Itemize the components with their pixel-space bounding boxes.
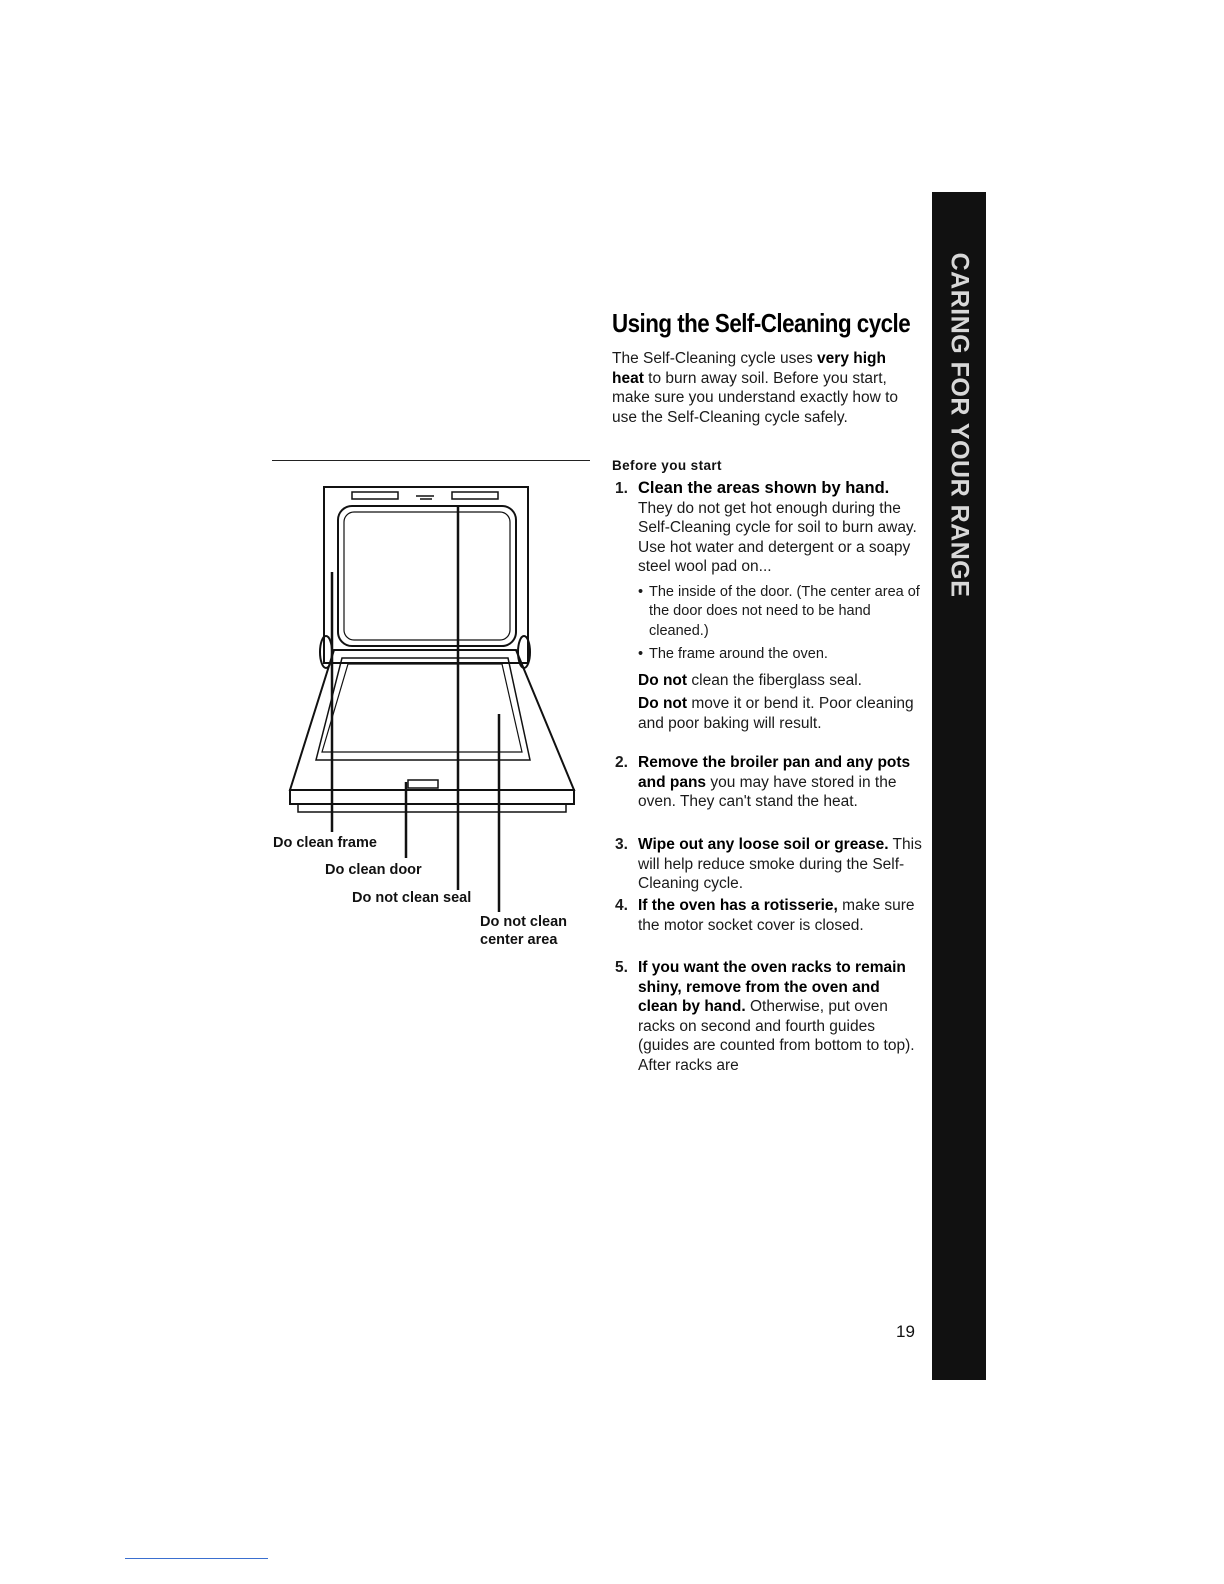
page-heading: Using the Self-Cleaning cycle — [612, 308, 911, 338]
before-you-start-label: Before you start — [612, 458, 722, 473]
step-4: 4. If the oven has a rotisserie, make sure the motor socket cover is closed. — [615, 897, 915, 934]
oven-frame — [324, 487, 528, 663]
oven-cavity — [338, 506, 516, 646]
step-1: 1. Clean the areas shown by hand. They do not get hot enough during the Self-Cleaning cycle for soil to burn away. Use hot water and detergent or a soapy steel wool pad on... • The inside of the door. (The center area of the door does not need to be hand cleaned.) • The frame around the oven. Do not clean the fiberglass seal. Do not move it or bend it. Poor cleaning and poor baking will result. — [612, 479, 922, 733]
label-clean-door: Do clean door — [325, 862, 422, 878]
vent-slot-left — [352, 492, 398, 499]
latch-icon — [416, 496, 434, 499]
label-not-clean-center-1: Do not clean — [480, 914, 568, 930]
step-3: 3. Wipe out any loose soil or grease. This will help reduce smoke during the Self-Cleaning cycle. — [615, 836, 922, 892]
intro-paragraph: The Self-Cleaning cycle uses very high heat to burn away soil. Before you start, make sure you understand exactly how to use the Self-Cleaning cycle safely. — [612, 350, 899, 426]
label-not-clean-center-2: center area — [480, 932, 558, 948]
bullet-item: • The frame around the oven. — [638, 645, 922, 665]
step-5: 5. If you want the oven racks to remain shiny, remove from the oven and clean by hand. Otherwise, put oven racks on second and fourth guides (guides are counted from bottom to top). After racks are — [615, 959, 915, 1074]
door-handle — [408, 780, 438, 788]
chapter-tab-label: CARING FOR YOUR RANGE — [945, 252, 974, 598]
bullet-item: • The inside of the door. (The center area of the door does not need to be hand cleaned.) — [638, 583, 922, 642]
label-not-clean-seal: Do not clean seal — [352, 890, 472, 906]
label-clean-frame: Do clean frame — [273, 835, 377, 851]
vent-slot-right — [452, 492, 498, 499]
page-number: 19 — [896, 1322, 915, 1341]
footer-rule — [125, 1558, 268, 1559]
step-2: 2. Remove the broiler pan and any pots and pans you may have stored in the oven. They can't stand the heat. — [615, 754, 911, 810]
